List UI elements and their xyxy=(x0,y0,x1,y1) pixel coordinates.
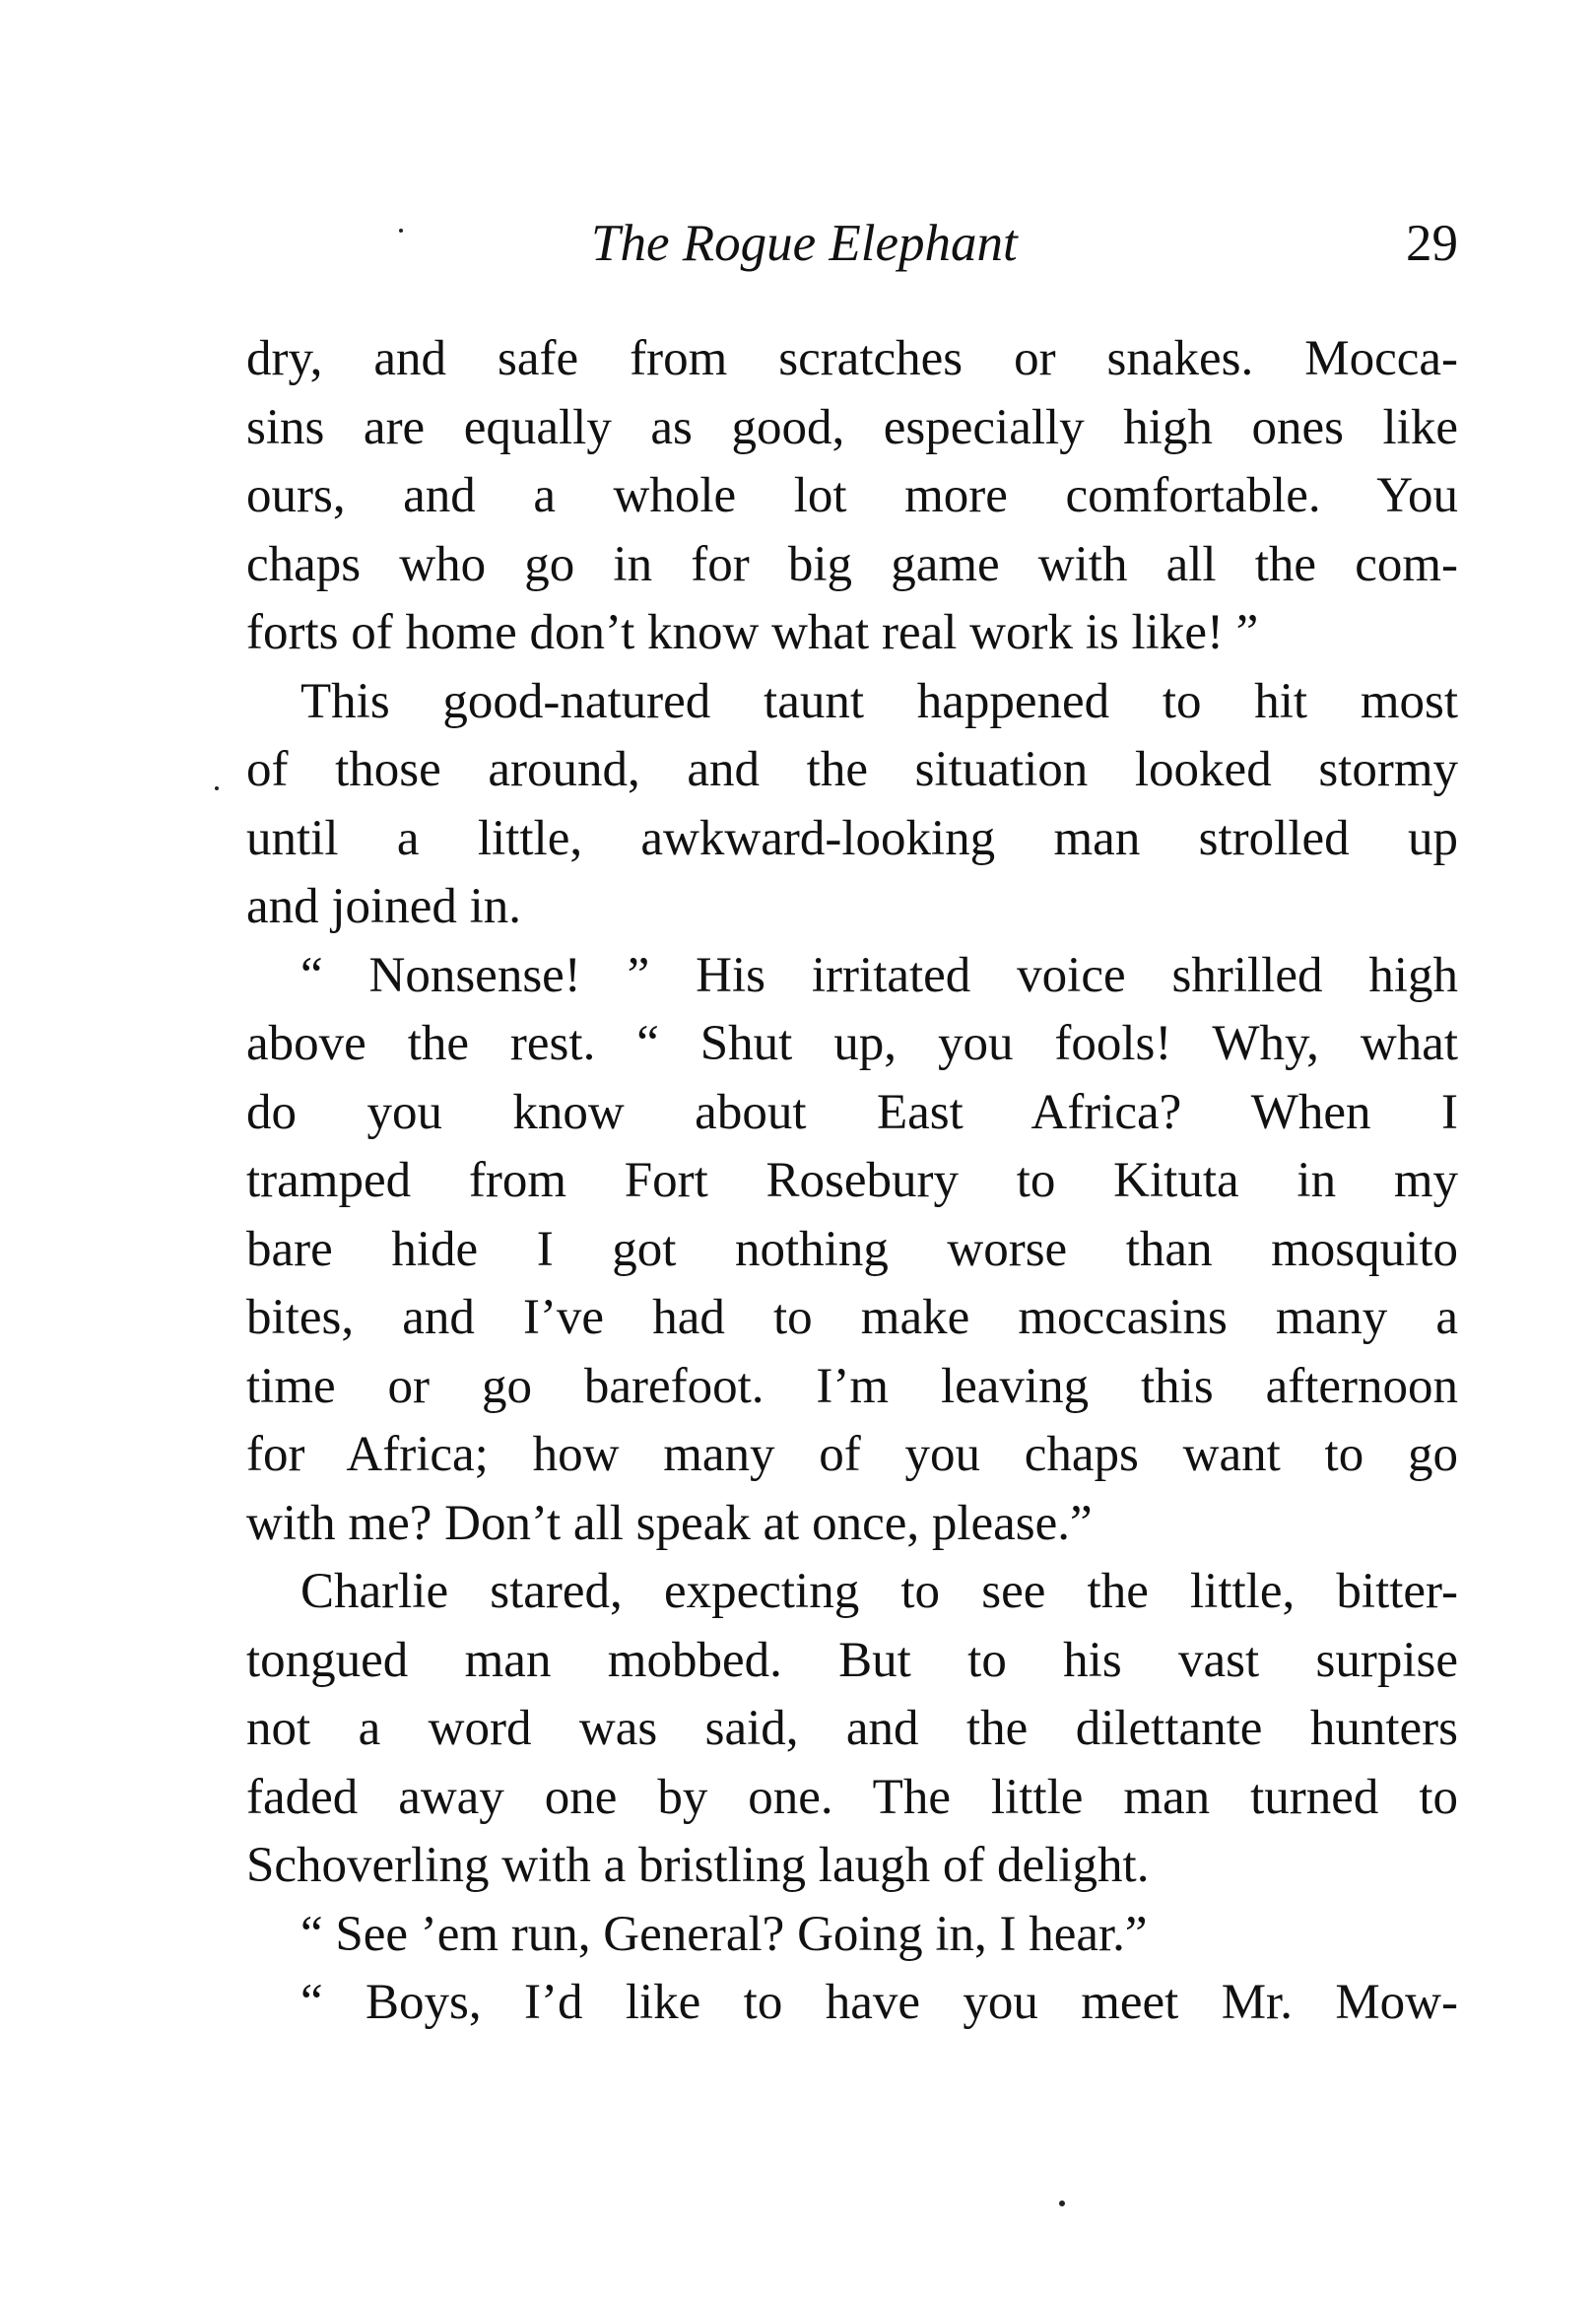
paragraph xyxy=(246,1558,1458,1901)
text-line: faded away one by one. The little man turned to xyxy=(246,1769,1458,1825)
print-speck xyxy=(1059,2200,1065,2206)
paragraph xyxy=(246,942,1458,1559)
text-line: until a little, awkward-looking man strolled up xyxy=(246,810,1458,866)
text-line: forts of home don’t know what real work is like! ” xyxy=(246,605,1259,660)
text-line: tongued man mobbed. But to his vast surpise xyxy=(246,1632,1458,1688)
text-line: “ Boys, I’d like to have you meet Mr. Mow- xyxy=(300,1975,1458,2030)
text-line: “ Nonsense! ” His irritated voice shrilled high xyxy=(300,947,1458,1003)
text-line: Charlie stared, expecting to see the little, bitter- xyxy=(300,1564,1458,1619)
text-line: for Africa; how many of you chaps want to go xyxy=(246,1427,1458,1482)
text-line: bites, and I’ve had to make moccasins many a xyxy=(246,1290,1458,1345)
text-line: Schoverling with a bristling laugh of delight. xyxy=(246,1838,1150,1893)
paragraph xyxy=(246,668,1458,942)
text-line: of those around, and the situation looked stormy xyxy=(246,742,1458,797)
text-line: This good-natured taunt happened to hit most xyxy=(300,673,1458,729)
text-line: time or go barefoot. I’m leaving this afternoon xyxy=(246,1358,1458,1414)
paragraph xyxy=(246,325,1458,668)
body-text xyxy=(246,325,1458,2038)
text-line: chaps who go in for big game with all the com- xyxy=(246,536,1458,592)
text-line: above the rest. “ Shut up, you fools! Why, what xyxy=(246,1016,1458,1071)
text-line: not a word was said, and the dilettante hunters xyxy=(246,1701,1458,1756)
text-line: dry, and safe from scratches or snakes. Mocca- xyxy=(246,331,1458,386)
paragraph xyxy=(246,1969,1458,2038)
print-speck xyxy=(399,229,403,233)
paragraph xyxy=(246,1901,1458,1970)
text-line: ours, and a whole lot more comfortable. You xyxy=(246,468,1458,523)
text-line: with me? Don’t all speak at once, please.” xyxy=(246,1495,1093,1551)
text-line: and joined in. xyxy=(246,879,522,934)
text-line: sins are equally as good, especially high ones like xyxy=(246,399,1458,455)
running-title: The Rogue Elephant xyxy=(591,215,1018,272)
text-line: do you know about East Africa? When I xyxy=(246,1084,1458,1140)
print-speck xyxy=(215,786,219,790)
text-line: bare hide I got nothing worse than mosquito xyxy=(246,1221,1458,1277)
text-line: tramped from Fort Rosebury to Kituta in my xyxy=(246,1153,1458,1208)
text-line: “ See ’em run, General? Going in, I hear.” xyxy=(300,1906,1148,1962)
running-head xyxy=(246,209,1458,278)
page-number: 29 xyxy=(1406,215,1458,272)
